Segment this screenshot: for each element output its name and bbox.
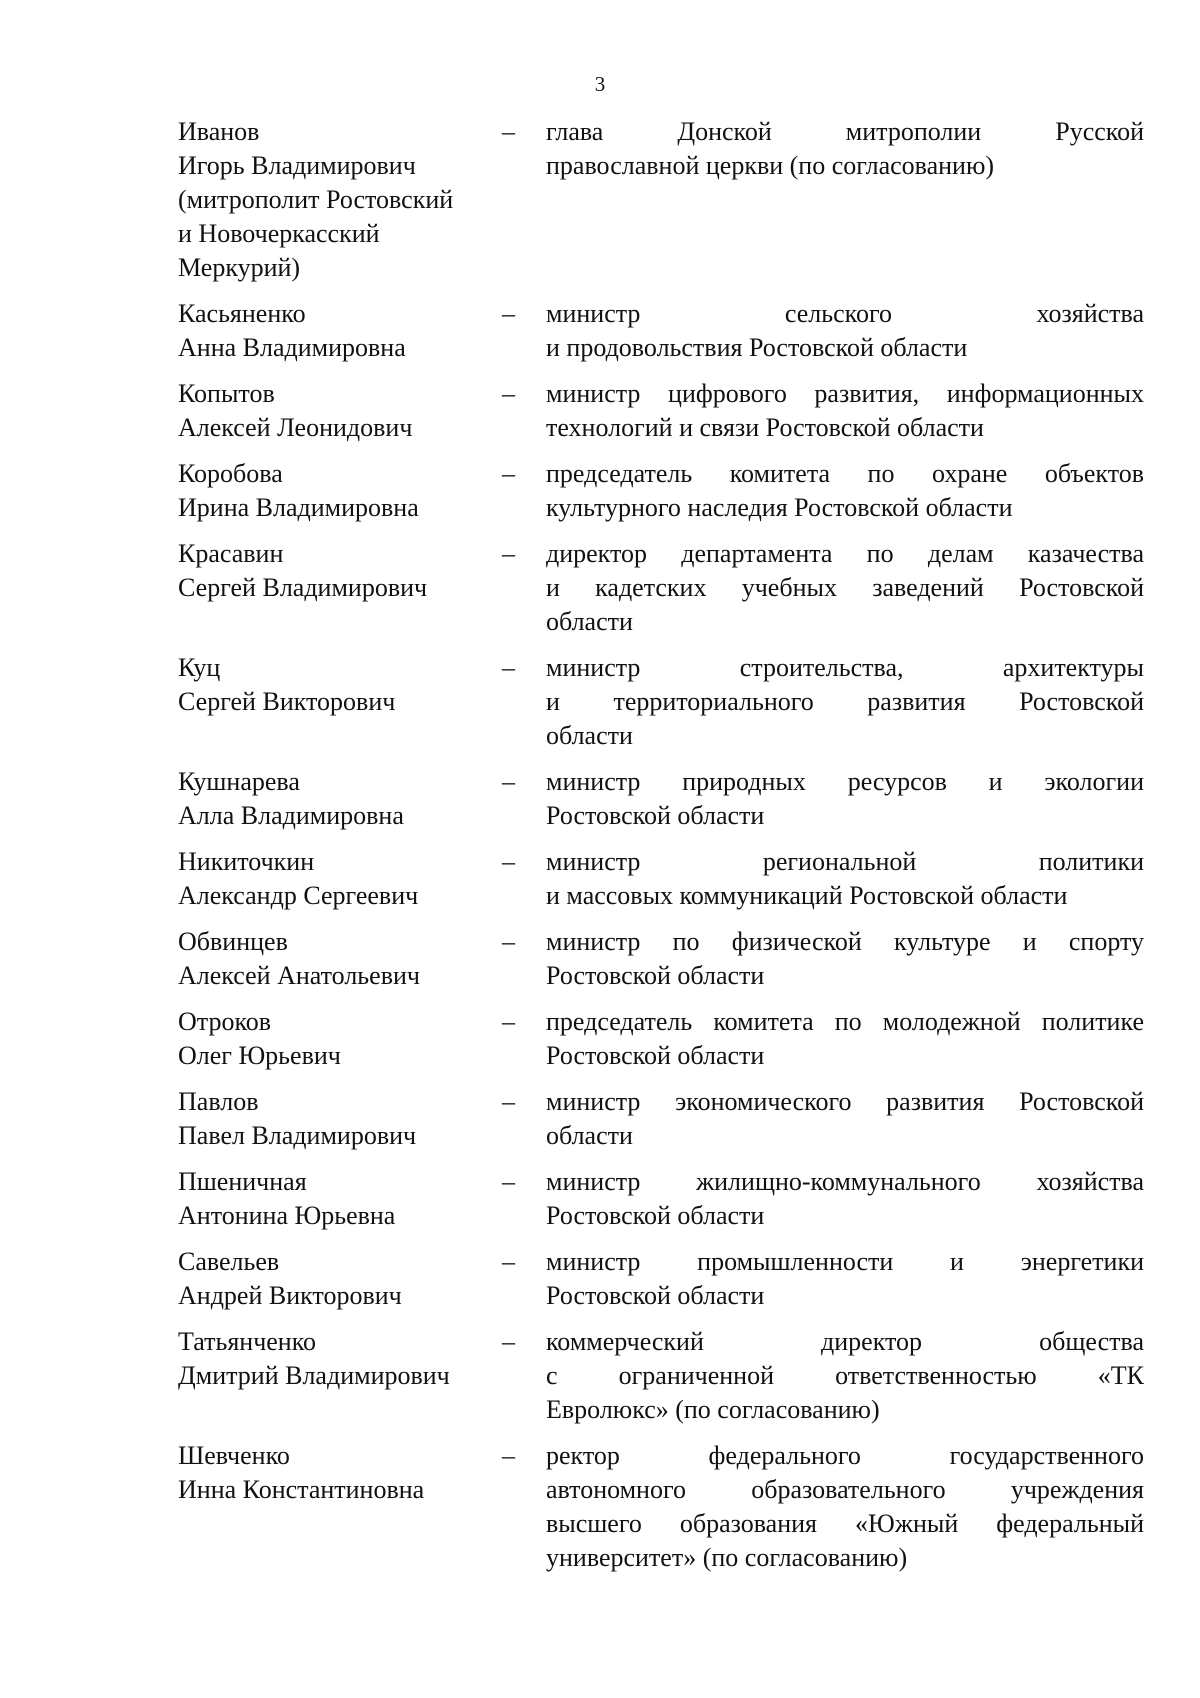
member-position-line: министр природных ресурсов и экологии xyxy=(546,767,1144,796)
member-position-line: министр жилищно-коммунального хозяйства xyxy=(546,1167,1144,1196)
member-dash: – xyxy=(502,1247,515,1276)
member-name-line: Касьяненко xyxy=(178,299,306,328)
member-position-line: и территориального развития Ростовской xyxy=(546,687,1144,716)
member-dash: – xyxy=(502,1167,515,1196)
member-row xyxy=(178,651,1144,753)
member-position-line: председатель комитета по молодежной политике xyxy=(546,1007,1144,1036)
member-position xyxy=(546,1325,1144,1427)
member-name-line: Сергей Викторович xyxy=(178,687,396,716)
member-name-line: Сергей Владимирович xyxy=(178,573,428,602)
member-dash: – xyxy=(502,767,515,796)
member-name-line: Коробова xyxy=(178,459,283,488)
member-position-line: Ростовской области xyxy=(546,1041,765,1070)
member-name xyxy=(178,115,498,285)
member-dash: – xyxy=(502,539,515,568)
member-position-line: коммерческий директор общества xyxy=(546,1327,1144,1356)
member-name-line: Савельев xyxy=(178,1247,280,1276)
member-name-line: Андрей Викторович xyxy=(178,1281,402,1310)
member-name-line: Никиточкин xyxy=(178,847,315,876)
member-position-line: Ростовской области xyxy=(546,801,765,830)
member-name-line: Алла Владимировна xyxy=(178,801,404,830)
member-position xyxy=(546,925,1144,993)
member-row xyxy=(178,1245,1144,1313)
member-name-line: Ирина Владимировна xyxy=(178,493,419,522)
member-name-line: Шевченко xyxy=(178,1441,290,1470)
member-name xyxy=(178,297,498,365)
member-name-line: Павел Владимирович xyxy=(178,1121,417,1150)
member-position xyxy=(546,115,1144,183)
member-dash: – xyxy=(502,379,515,408)
member-position-line: министр экономического развития Ростовской xyxy=(546,1087,1144,1116)
member-name-line: Отроков xyxy=(178,1007,272,1036)
member-row xyxy=(178,925,1144,993)
member-position xyxy=(546,297,1144,365)
member-position-line: технологий и связи Ростовской области xyxy=(546,413,984,442)
member-position-line: Ростовской области xyxy=(546,1201,765,1230)
member-name-line: (митрополит Ростовский xyxy=(178,185,454,214)
member-row xyxy=(178,845,1144,913)
member-name-line: Инна Константиновна xyxy=(178,1475,425,1504)
member-row xyxy=(178,1085,1144,1153)
member-name xyxy=(178,377,498,445)
member-position xyxy=(546,1165,1144,1233)
member-position-line: министр цифрового развития, информационных xyxy=(546,379,1144,408)
member-dash: – xyxy=(502,1441,515,1470)
member-position-line: министр региональной политики xyxy=(546,847,1144,876)
member-row xyxy=(178,765,1144,833)
member-position-line: и массовых коммуникаций Ростовской области xyxy=(546,881,1068,910)
member-position xyxy=(546,377,1144,445)
member-row xyxy=(178,1325,1144,1427)
member-position-line: министр по физической культуре и спорту xyxy=(546,927,1144,956)
member-position xyxy=(546,1005,1144,1073)
member-name xyxy=(178,925,498,993)
member-name-line: Обвинцев xyxy=(178,927,288,956)
member-name xyxy=(178,1005,498,1073)
member-row xyxy=(178,1165,1144,1233)
member-name-line: Анна Владимировна xyxy=(178,333,406,362)
member-position-line: Ростовской области xyxy=(546,961,765,990)
member-dash: – xyxy=(502,1327,515,1356)
member-name-line: Дмитрий Владимирович xyxy=(178,1361,450,1390)
member-position-line: ректор федерального государственного xyxy=(546,1441,1144,1470)
member-position-line: председатель комитета по охране объектов xyxy=(546,459,1144,488)
member-position-line: высшего образования «Южный федеральный xyxy=(546,1509,1144,1538)
member-row xyxy=(178,297,1144,365)
member-name xyxy=(178,651,498,719)
member-row xyxy=(178,1439,1144,1575)
member-position-line: глава Донской митрополии Русской xyxy=(546,117,1144,146)
member-name xyxy=(178,1439,498,1507)
member-position-line: министр промышленности и энергетики xyxy=(546,1247,1144,1276)
member-dash: – xyxy=(502,653,515,682)
member-name xyxy=(178,765,498,833)
member-name-line: Пшеничная xyxy=(178,1167,307,1196)
member-position-line: и продовольствия Ростовской области xyxy=(546,333,968,362)
member-list xyxy=(178,115,1144,1587)
member-position-line: области xyxy=(546,1121,633,1150)
member-dash: – xyxy=(502,1087,515,1116)
member-position xyxy=(546,765,1144,833)
member-position xyxy=(546,651,1144,753)
member-position xyxy=(546,1245,1144,1313)
member-position-line: культурного наследия Ростовской области xyxy=(546,493,1013,522)
member-name-line: Куц xyxy=(178,653,221,682)
member-name-line: Александр Сергеевич xyxy=(178,881,419,910)
member-dash: – xyxy=(502,299,515,328)
member-position-line: и кадетских учебных заведений Ростовской xyxy=(546,573,1144,602)
member-row xyxy=(178,1005,1144,1073)
member-name-line: Олег Юрьевич xyxy=(178,1041,341,1070)
member-name xyxy=(178,1325,498,1393)
member-position xyxy=(546,1085,1144,1153)
member-position xyxy=(546,457,1144,525)
member-name-line: Кушнарева xyxy=(178,767,300,796)
member-position-line: университет» (по согласованию) xyxy=(546,1543,908,1572)
member-position-line: области xyxy=(546,721,633,750)
member-position-line: с ограниченной ответственностью «ТК xyxy=(546,1361,1144,1390)
member-name-line: Иванов xyxy=(178,117,260,146)
member-row xyxy=(178,457,1144,525)
member-position-line: Евролюкс» (по согласованию) xyxy=(546,1395,880,1424)
member-dash: – xyxy=(502,459,515,488)
member-name xyxy=(178,457,498,525)
member-name xyxy=(178,1245,498,1313)
member-position-line: министр строительства, архитектуры xyxy=(546,653,1144,682)
member-position xyxy=(546,845,1144,913)
member-row xyxy=(178,115,1144,285)
member-position xyxy=(546,1439,1144,1575)
member-name xyxy=(178,537,498,605)
member-name-line: Татьянченко xyxy=(178,1327,317,1356)
member-row xyxy=(178,537,1144,639)
member-name-line: Антонина Юрьевна xyxy=(178,1201,396,1230)
member-dash: – xyxy=(502,847,515,876)
page-number: 3 xyxy=(594,72,606,96)
member-name-line: Павлов xyxy=(178,1087,259,1116)
member-dash: – xyxy=(502,1007,515,1036)
member-dash: – xyxy=(502,117,515,146)
member-row xyxy=(178,377,1144,445)
member-position-line: Ростовской области xyxy=(546,1281,765,1310)
member-position xyxy=(546,537,1144,639)
member-name xyxy=(178,1165,498,1233)
member-position-line: области xyxy=(546,607,633,636)
member-name-line: Копытов xyxy=(178,379,275,408)
member-name xyxy=(178,845,498,913)
member-name-line: Красавин xyxy=(178,539,284,568)
member-position-line: министр сельского хозяйства xyxy=(546,299,1144,328)
member-dash: – xyxy=(502,927,515,956)
member-name-line: Алексей Леонидович xyxy=(178,413,413,442)
member-name-line: Игорь Владимирович xyxy=(178,151,416,180)
member-name-line: Меркурий) xyxy=(178,253,301,282)
member-position-line: автономного образовательного учреждения xyxy=(546,1475,1144,1504)
member-position-line: директор департамента по делам казачества xyxy=(546,539,1144,568)
member-name xyxy=(178,1085,498,1153)
member-name-line: Алексей Анатольевич xyxy=(178,961,420,990)
member-position-line: православной церкви (по согласованию) xyxy=(546,151,995,180)
member-name-line: и Новочеркасский xyxy=(178,219,380,248)
